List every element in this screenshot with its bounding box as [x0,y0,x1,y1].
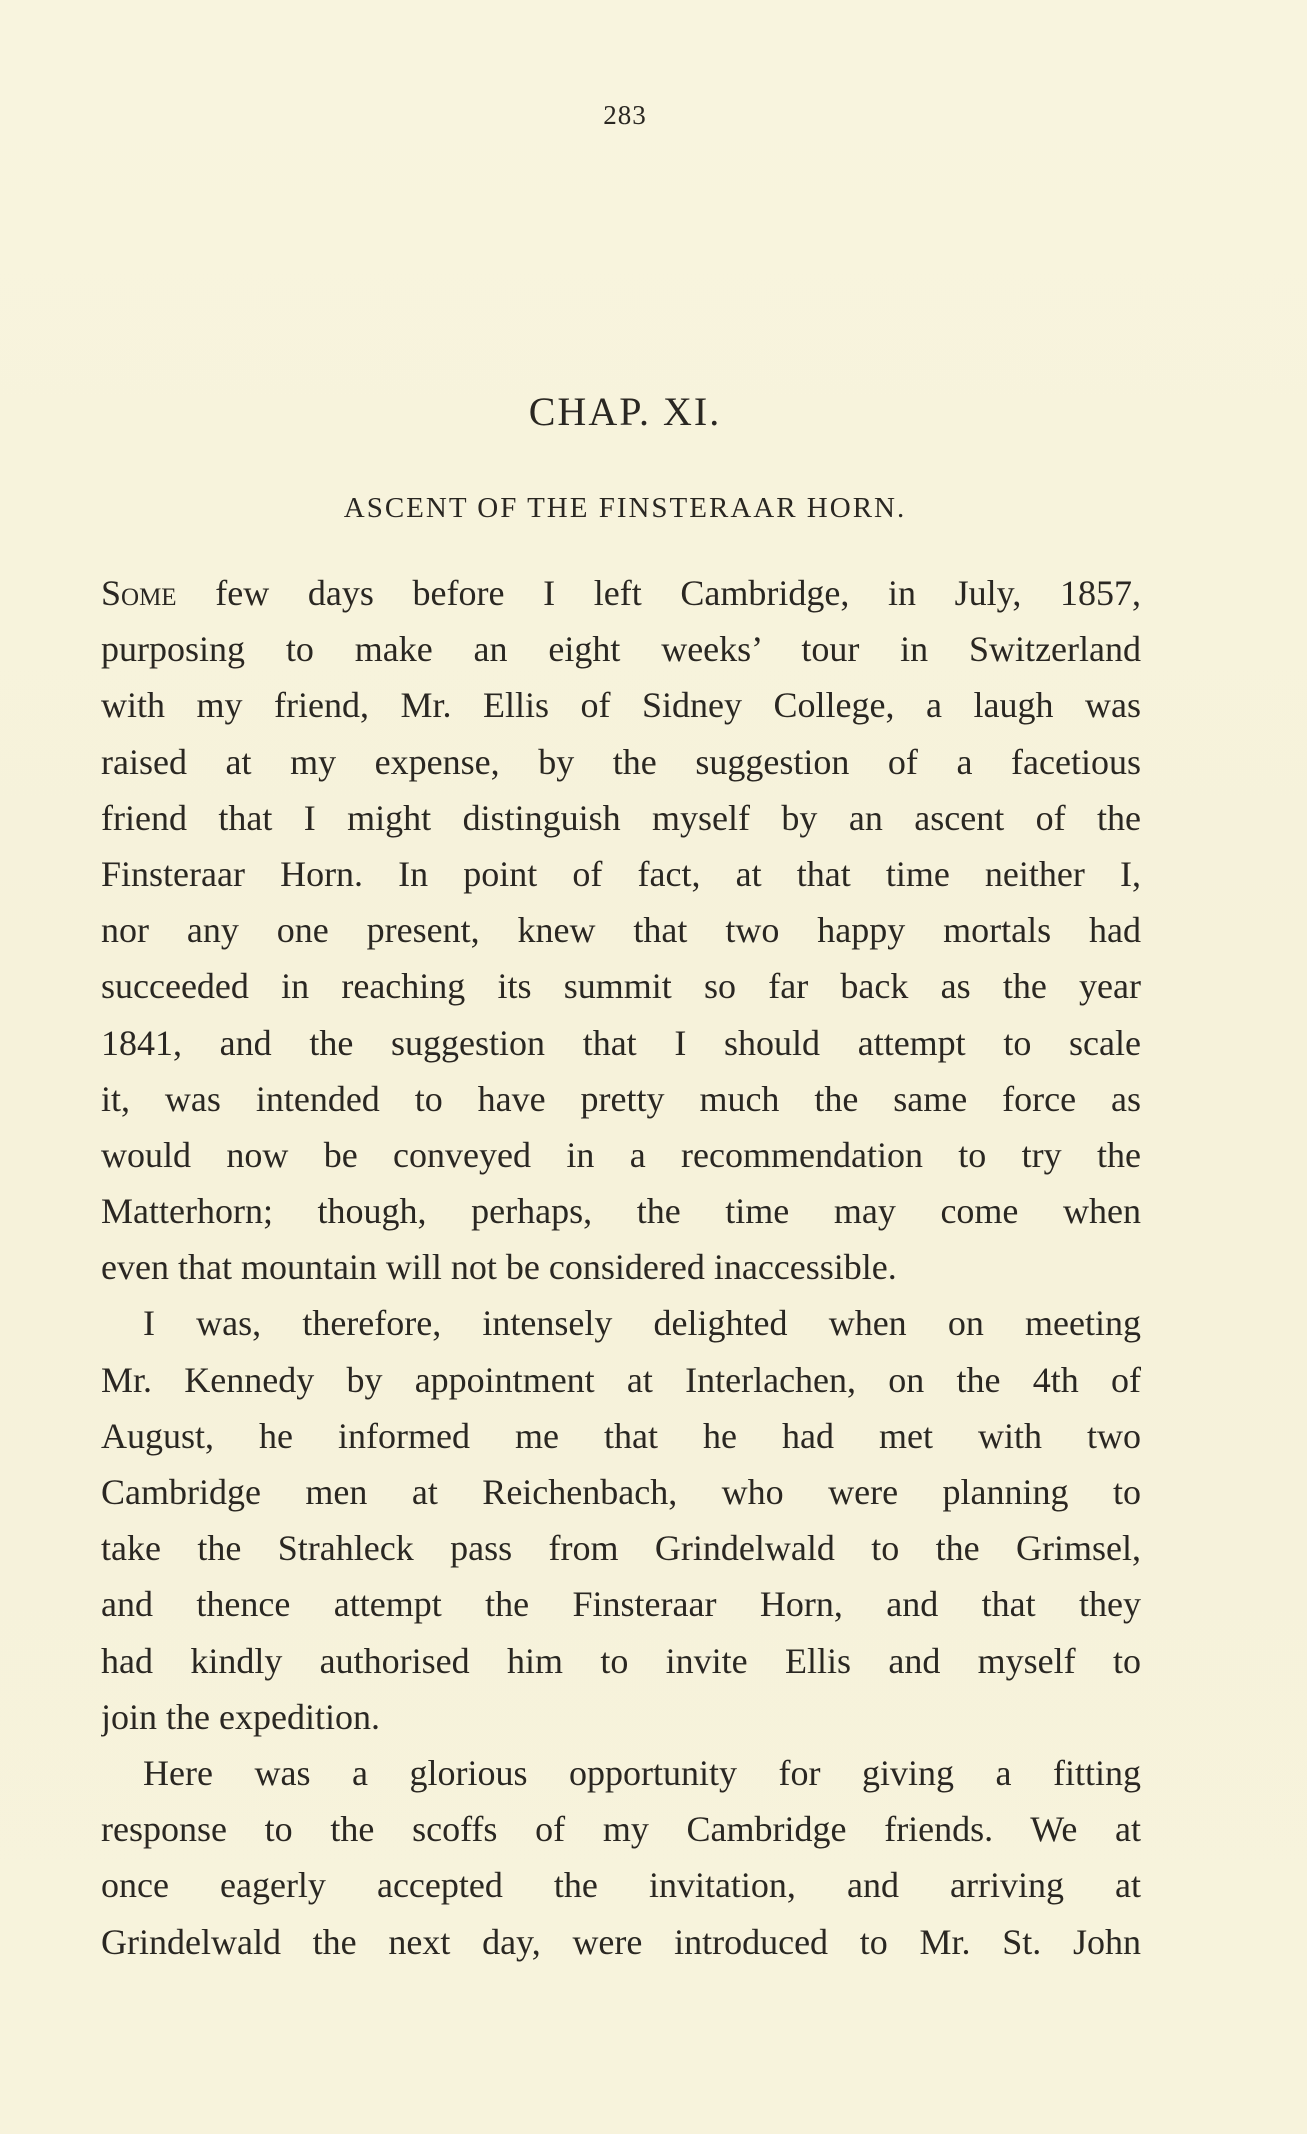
text-line: Matterhorn; though, perhaps, the time may come when [101,1191,1141,1232]
text-line: it, was intended to have pretty much the same force as [101,1078,1141,1119]
text-line: raised at my expense, by the suggestion of a facetious [101,741,1141,782]
text-line: succeeded in reaching its summit so far back as the year [101,966,1141,1007]
section-title: ASCENT OF THE FINSTERAAR HORN. [343,492,907,524]
text-line: would now be conveyed in a recommendation to try the [101,1134,1141,1175]
page-number: 283 [603,100,647,130]
text-line: nor any one present, knew that two happy mortals had [101,910,1141,951]
text-line: purposing to make an eight weeks’ tour in Switzerland [101,629,1141,670]
text-line: Mr. Kennedy by appointment at Interlachen, on the 4th of [101,1359,1141,1400]
text-line: take the Strahleck pass from Grindelwald to the Grimsel, [101,1528,1141,1569]
text-line: with my friend, Mr. Ellis of Sidney College, a laugh was [101,685,1141,726]
text-line-content: few days before I left Cambridge, in July, 1857, [176,573,1141,613]
text-line: 1841, and the suggestion that I should attempt to scale [101,1022,1141,1063]
text-line: Finsteraar Horn. In point of fact, at that time neither I, [101,853,1141,894]
text-line: once eagerly accepted the invitation, and arriving at [101,1865,1141,1906]
text-line: Grindelwald the next day, were introduced to Mr. St. John [101,1921,1141,1962]
lead-word: Some [101,573,177,613]
body-text [101,565,1141,1970]
text-line: response to the scoffs of my Cambridge friends. We at [101,1809,1141,1850]
chapter-title: CHAP. XI. [528,389,722,434]
text-line: and thence attempt the Finsteraar Horn, and that they [101,1584,1141,1625]
text-line: join the expedition. [101,1696,380,1737]
text-line: even that mountain will not be considered inaccessible. [101,1247,897,1288]
text-line [101,565,1141,621]
text-line: August, he informed me that he had met with two [101,1415,1141,1456]
text-line: had kindly authorised him to invite Ellis and myself to [101,1640,1141,1681]
text-line: friend that I might distinguish myself by an ascent of the [101,797,1141,838]
text-line: Cambridge men at Reichenbach, who were planning to [101,1472,1141,1512]
text-line: I was, therefore, intensely delighted when on meeting [143,1303,1141,1344]
text-line: Here was a glorious opportunity for giving a fitting [143,1752,1141,1793]
